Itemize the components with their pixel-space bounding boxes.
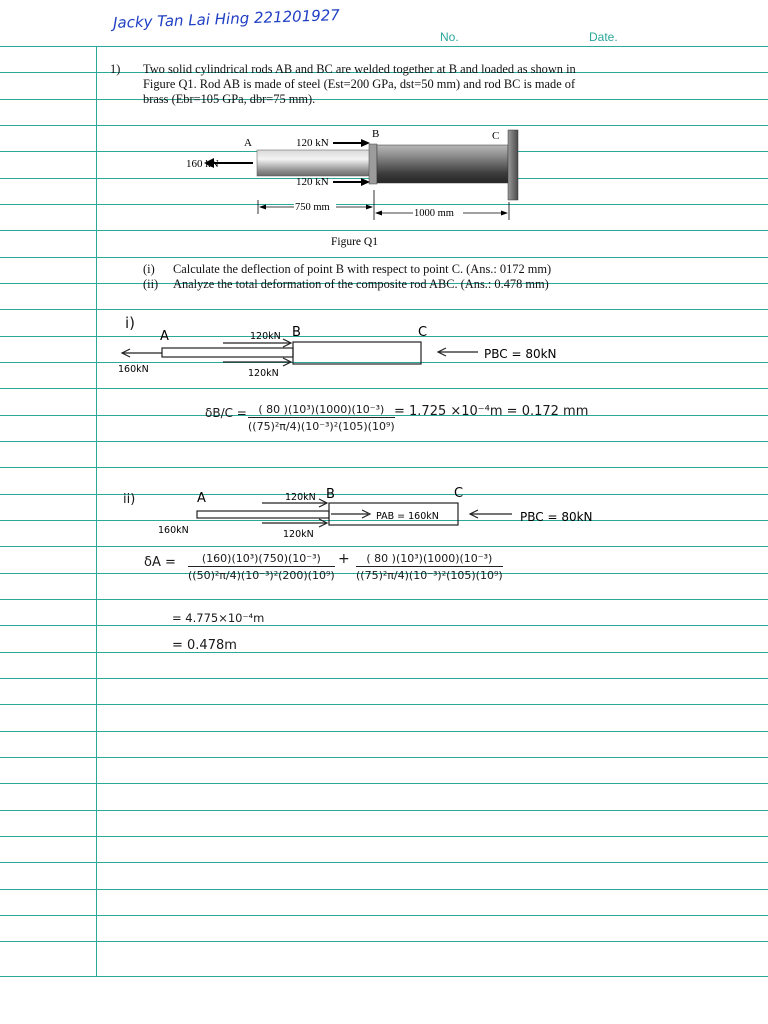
fbd-ii-f-top: 120kN <box>285 492 316 503</box>
fbd-i-b: B <box>292 325 301 340</box>
eq-ii-plus: + <box>338 551 350 567</box>
date-label: Date. <box>589 30 618 44</box>
no-label: No. <box>440 30 459 44</box>
weld-b <box>369 144 377 184</box>
solution-ii-label: ii) <box>123 492 136 507</box>
eq-ii-term1-numerator: (160)(10³)(750)(10⁻³) <box>188 552 335 567</box>
fig-dim-bc: 1000 mm <box>414 208 454 219</box>
fbd-i-rod-bc <box>293 342 421 364</box>
problem-line-2: Figure Q1. Rod AB is made of steel (Est=200 GPa, dst=50 mm) and rod BC is made of <box>143 77 576 91</box>
fbd-ii <box>0 480 768 550</box>
problem-line-1: Two solid cylindrical rods AB and BC are welded together at B and loaded as shown in <box>143 62 576 76</box>
fig-force-top: 120 kN <box>296 137 329 149</box>
eq-ii-term2-numerator: ( 80 )(10³)(1000)(10⁻³) <box>356 552 503 567</box>
eq-ii-step2: = 0.478m <box>172 638 237 653</box>
fbd-i <box>0 320 768 400</box>
fig-label-b: B <box>372 128 380 140</box>
problem-line-3: brass (Ebr=105 GPa, dbr=75 mm). <box>143 92 316 106</box>
eq-i-denominator: ((75)²π/4)(10⁻³)²(105)(10⁹) <box>248 420 395 433</box>
fbd-ii-c: C <box>454 486 464 501</box>
eq-i-result: = 1.725 ×10⁻⁴m = 0.172 mm <box>394 404 589 419</box>
fig-caption: Figure Q1 <box>331 236 378 248</box>
eq-ii-term1 <box>188 552 335 582</box>
fbd-ii-pbc: PBC = 80kN <box>520 510 593 524</box>
fbd-i-pbc: PBC = 80kN <box>484 347 557 361</box>
eq-i-numerator: ( 80 )(10³)(1000)(10⁻³) <box>248 403 395 418</box>
fig-force-bottom: 120 kN <box>296 176 329 188</box>
eq-ii-step1: = 4.775×10⁻⁴m <box>172 611 265 625</box>
wall-c <box>508 130 518 200</box>
eq-i-lhs: δB/C = <box>205 406 247 420</box>
fig-label-a: A <box>244 137 252 149</box>
fbd-i-a: A <box>160 329 169 344</box>
eq-ii-term2-denominator: ((75)²π/4)(10⁻³)²(105)(10⁹) <box>356 569 503 582</box>
author-name: Jacky Tan Lai Hing 221201927 <box>112 6 341 32</box>
fbd-i-rod-ab <box>162 348 293 357</box>
fbd-i-f-left: 160kN <box>118 364 149 375</box>
eq-ii-term1-denominator: ((50)²π/4)(10⁻³)²(200)(10⁹) <box>188 569 335 582</box>
fig-dim-ab: 750 mm <box>295 202 330 213</box>
part-ii-number: (ii) <box>143 277 159 291</box>
rod-ab <box>257 150 371 176</box>
fig-label-c: C <box>492 130 500 142</box>
part-i-number: (i) <box>143 262 155 276</box>
fbd-i-c: C <box>418 325 428 340</box>
eq-ii-term2 <box>356 552 503 582</box>
eq-ii-lhs: δA = <box>144 555 176 570</box>
fbd-ii-f-left: 160kN <box>158 525 189 536</box>
part-ii-text: Analyze the total deformation of the composite rod ABC. (Ans.: 0.478 mm) <box>173 277 549 291</box>
fbd-ii-b: B <box>326 487 335 502</box>
eq-i-fraction <box>248 403 395 433</box>
fig-force-left: 160 kN <box>186 158 219 170</box>
fbd-ii-pab: PAB = 160kN <box>376 511 439 522</box>
fbd-i-f-top: 120kN <box>250 331 281 342</box>
part-i-text: Calculate the deflection of point B with respect to point C. (Ans.: 0172 mm) <box>173 262 552 276</box>
problem-number: 1) <box>110 62 121 76</box>
fbd-i-f-bottom: 120kN <box>248 368 279 379</box>
rod-bc <box>377 145 508 183</box>
fbd-ii-rod-ab <box>197 511 329 518</box>
solution-i-label: i) <box>125 314 136 332</box>
fbd-ii-a: A <box>197 491 206 506</box>
fbd-ii-f-bottom: 120kN <box>283 529 314 540</box>
